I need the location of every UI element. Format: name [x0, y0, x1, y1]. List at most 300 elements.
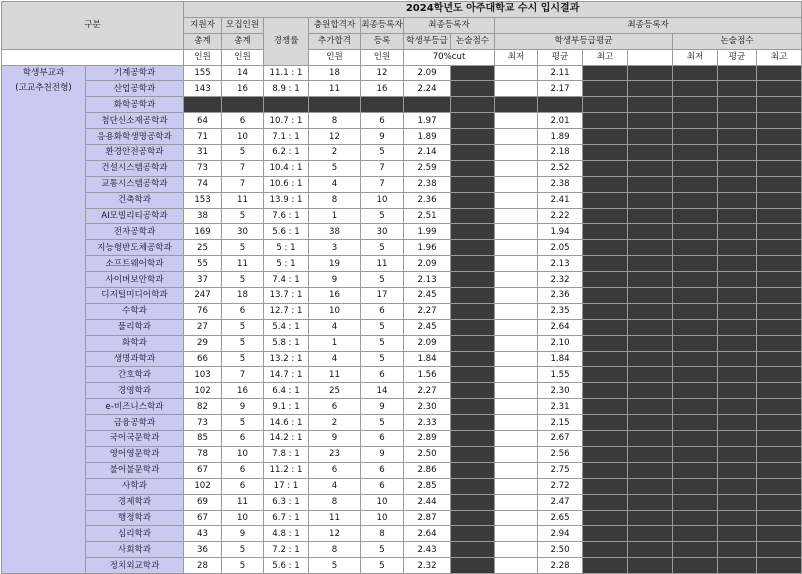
essay-cut-cell: [451, 240, 495, 256]
essay-avg-cell: [718, 288, 757, 304]
grade-max-cell: [583, 558, 628, 574]
grade-avg-cell: 2.67: [538, 431, 583, 447]
quota-cell: 10: [222, 129, 264, 145]
table-row: [2, 319, 802, 335]
quota-cell: 11: [222, 192, 264, 208]
grade-max-cell: [583, 303, 628, 319]
essay-max-cell: [757, 462, 802, 478]
applicants-cell: 71: [184, 129, 222, 145]
grade-max-cell: [583, 431, 628, 447]
total-header-1: 총계: [184, 33, 222, 49]
grade-min-cell: [495, 145, 538, 161]
table-row: [2, 97, 802, 113]
dept-cell: 국어국문학과: [86, 431, 184, 447]
essay-max-cell: [757, 446, 802, 462]
essay-max-cell: [757, 129, 802, 145]
unit-header-1: 인원: [184, 49, 222, 65]
essay-min-cell: [673, 208, 718, 224]
additional-accept-cell: 5: [309, 160, 361, 176]
competition-cell: 10.7 : 1: [264, 113, 309, 129]
quota-cell: 16: [222, 383, 264, 399]
essay-min-cell: [673, 542, 718, 558]
grade-avg-cell: 2.30: [538, 383, 583, 399]
grade-min-cell: [495, 224, 538, 240]
grade-avg-cell: 2.72: [538, 478, 583, 494]
table-row: [2, 65, 802, 81]
table-row: [2, 288, 802, 304]
essay-avg-cell: [718, 192, 757, 208]
grade-min-cell: [495, 319, 538, 335]
essay-min-cell: [673, 319, 718, 335]
essay-cut-cell: [451, 526, 495, 542]
dept-cell: 정치외교학과: [86, 558, 184, 574]
max-header-1: 최고: [583, 49, 628, 65]
grade-min-cell: [495, 208, 538, 224]
additional-accept-cell: 16: [309, 288, 361, 304]
essay-min-cell: [673, 462, 718, 478]
total-header-2: 총계: [222, 33, 264, 49]
applicants-cell: 36: [184, 542, 222, 558]
grade-max-cell: [583, 367, 628, 383]
essay-cut-cell: [451, 383, 495, 399]
grade-cut-cell: 2.30: [404, 399, 451, 415]
dept-cell: 간호학과: [86, 367, 184, 383]
admission-type-label: 학생부교과: [22, 67, 65, 78]
grade-avg-cell: 2.31: [538, 399, 583, 415]
grade-max-cell: [583, 192, 628, 208]
essay-cut-cell: [451, 65, 495, 81]
essay-max-cell: [757, 256, 802, 272]
essay-header: 논술점수: [451, 33, 495, 49]
dept-cell: 사이버보안학과: [86, 272, 184, 288]
additional-accept-cell: 4: [309, 351, 361, 367]
quota-cell: 6: [222, 462, 264, 478]
registered-cell: 5: [361, 272, 404, 288]
essay-avg-cell: [718, 303, 757, 319]
essay-avg-cell: [718, 145, 757, 161]
essay-min-cell: [673, 399, 718, 415]
essay-avg-cell: [718, 431, 757, 447]
applicants-cell: 38: [184, 208, 222, 224]
essay-avg-cell: [718, 113, 757, 129]
essay-avg-cell: [718, 415, 757, 431]
grade-avg-cell: 2.15: [538, 415, 583, 431]
registered-cell: 5: [361, 240, 404, 256]
quota-cell: 16: [222, 81, 264, 97]
grade-cut-cell: 2.38: [404, 176, 451, 192]
additional-accept-cell: 5: [309, 558, 361, 574]
essay-max-cell: [757, 399, 802, 415]
grade-max-cell: [583, 288, 628, 304]
additional-accept-cell: 3: [309, 240, 361, 256]
grade-cut-cell: 2.51: [404, 208, 451, 224]
blank-cell: [628, 383, 673, 399]
blank-cell: [628, 65, 673, 81]
essay-cut-cell: [451, 303, 495, 319]
grade-min-cell: [495, 129, 538, 145]
header-row-1: [2, 2, 802, 18]
essay-avg-cell: [718, 81, 757, 97]
dept-cell: AI모빌리티공학과: [86, 208, 184, 224]
table-row: [2, 240, 802, 256]
quota-cell: 7: [222, 160, 264, 176]
registered-cell: 5: [361, 558, 404, 574]
essay-min-cell: [673, 478, 718, 494]
gubun-spacer: [2, 49, 184, 65]
blank-cell: [628, 160, 673, 176]
grade-max-cell: [583, 542, 628, 558]
quota-cell: 10: [222, 510, 264, 526]
essay-avg-cell: [718, 351, 757, 367]
grade-max-cell: [583, 319, 628, 335]
grade-header: 학생부등급: [404, 33, 451, 49]
essay-max-cell: [757, 113, 802, 129]
table-row: [2, 160, 802, 176]
essay-avg-cell: [718, 399, 757, 415]
grade-cut-cell: 2.64: [404, 526, 451, 542]
essay-min-cell: [673, 335, 718, 351]
competition-cell: 5.6 : 1: [264, 558, 309, 574]
grade-cut-cell: 2.89: [404, 431, 451, 447]
grade-min-cell: [495, 446, 538, 462]
essay-min-cell: [673, 176, 718, 192]
applicants-cell: 78: [184, 446, 222, 462]
essay-cut-cell: [451, 415, 495, 431]
essay-max-cell: [757, 558, 802, 574]
quota-cell: 5: [222, 415, 264, 431]
registered-cell: 5: [361, 319, 404, 335]
grade-cut-cell: 2.13: [404, 272, 451, 288]
grade-avg-cell: 2.75: [538, 462, 583, 478]
empty-cell: [538, 97, 583, 113]
grade-cut-cell: 2.27: [404, 303, 451, 319]
additional-accept-cell: 11: [309, 510, 361, 526]
competition-cell: 10.4 : 1: [264, 160, 309, 176]
quota-cell: 5: [222, 272, 264, 288]
essay-cut-cell: [451, 192, 495, 208]
competition-cell: 7.8 : 1: [264, 446, 309, 462]
table-row: [2, 224, 802, 240]
grade-max-cell: [583, 526, 628, 542]
essay-cut-cell: [451, 129, 495, 145]
additional-accept-cell: 19: [309, 256, 361, 272]
grade-cut-cell: 2.85: [404, 478, 451, 494]
grade-max-cell: [583, 208, 628, 224]
grade-cut-cell: 2.50: [404, 446, 451, 462]
additional-accept-cell: 4: [309, 176, 361, 192]
additional-accept-cell: 11: [309, 367, 361, 383]
grade-min-cell: [495, 303, 538, 319]
competition-cell: 8.9 : 1: [264, 81, 309, 97]
applicants-cell: 102: [184, 478, 222, 494]
quota-cell: 11: [222, 256, 264, 272]
essay-cut-cell: [451, 510, 495, 526]
dept-cell: 디지털미디어학과: [86, 288, 184, 304]
results-body: [2, 65, 802, 574]
grade-min-cell: [495, 415, 538, 431]
quota-cell: 6: [222, 431, 264, 447]
page-title: 2024학년도 아주대학교 수시 입시결과: [184, 2, 802, 18]
essay-max-cell: [757, 208, 802, 224]
essay-cut-cell: [451, 145, 495, 161]
blank-cell: [628, 145, 673, 161]
quota-cell: 7: [222, 176, 264, 192]
grade-cut-cell: 2.09: [404, 335, 451, 351]
grade-cut-cell: 2.24: [404, 81, 451, 97]
competition-cell: 13.9 : 1: [264, 192, 309, 208]
empty-cell: [361, 97, 404, 113]
min-header-2: 최저: [673, 49, 718, 65]
grade-max-cell: [583, 160, 628, 176]
empty-cell: [222, 97, 264, 113]
competition-cell: 7.2 : 1: [264, 542, 309, 558]
grade-cut-cell: 2.27: [404, 383, 451, 399]
grade-max-cell: [583, 335, 628, 351]
additional-accept-cell: 6: [309, 399, 361, 415]
table-row: [2, 256, 802, 272]
registered-cell: 16: [361, 81, 404, 97]
registered-cell: 5: [361, 208, 404, 224]
registered-cell: 10: [361, 510, 404, 526]
grade-avg-cell: 2.56: [538, 446, 583, 462]
applicants-cell: 143: [184, 81, 222, 97]
applicants-cell: 155: [184, 65, 222, 81]
quota-header: 모집인원: [222, 17, 264, 33]
essay-min-cell: [673, 192, 718, 208]
blank-cell: [628, 399, 673, 415]
essay-min-cell: [673, 383, 718, 399]
additional-accept-cell: 12: [309, 526, 361, 542]
grade-avg-cell: 2.52: [538, 160, 583, 176]
grade-max-cell: [583, 81, 628, 97]
registered-cell: 7: [361, 176, 404, 192]
registered-cell: 6: [361, 303, 404, 319]
blank-cell: [628, 510, 673, 526]
blank-cell: [628, 224, 673, 240]
applicants-cell: 37: [184, 272, 222, 288]
essay-min-cell: [673, 272, 718, 288]
cut-header: 70%cut: [404, 49, 495, 65]
essay-avg-cell: [718, 256, 757, 272]
essay-cut-cell: [451, 335, 495, 351]
blank-cell: [628, 415, 673, 431]
grade-min-cell: [495, 383, 538, 399]
essay-avg-cell: [718, 446, 757, 462]
essay-cut-cell: [451, 478, 495, 494]
avg-header-2: 평균: [718, 49, 757, 65]
applicants-cell: 102: [184, 383, 222, 399]
blank-cell: [628, 319, 673, 335]
competition-cell: 10.6 : 1: [264, 176, 309, 192]
essay-avg-cell: [718, 462, 757, 478]
empty-cell: [757, 97, 802, 113]
dept-cell: 소프트웨어학과: [86, 256, 184, 272]
blank-cell: [628, 288, 673, 304]
quota-cell: 10: [222, 446, 264, 462]
grade-cut-cell: 2.45: [404, 319, 451, 335]
additional-accept-cell: 1: [309, 208, 361, 224]
admission-type-cell: [2, 65, 86, 574]
additional-accept-header: 충원합격자: [309, 17, 361, 33]
competition-cell: 12.7 : 1: [264, 303, 309, 319]
blank-cell: [628, 256, 673, 272]
grade-avg-cell: 2.38: [538, 176, 583, 192]
quota-cell: 5: [222, 240, 264, 256]
registered-cell: 30: [361, 224, 404, 240]
essay-min-cell: [673, 494, 718, 510]
dept-cell: 건축학과: [86, 192, 184, 208]
additional-accept-cell: 10: [309, 303, 361, 319]
registered-cell: 9: [361, 129, 404, 145]
grade-avg-cell: 1.84: [538, 351, 583, 367]
blank-cell: [628, 431, 673, 447]
essay-max-cell: [757, 240, 802, 256]
registered-cell: 7: [361, 160, 404, 176]
dept-cell: 교통시스템공학과: [86, 176, 184, 192]
applicants-cell: 67: [184, 462, 222, 478]
essay-min-cell: [673, 351, 718, 367]
essay-cut-cell: [451, 351, 495, 367]
essay-min-cell: [673, 303, 718, 319]
grade-min-cell: [495, 399, 538, 415]
additional-accept-cell: 6: [309, 462, 361, 478]
essay-avg-cell: [718, 160, 757, 176]
competition-cell: 6.7 : 1: [264, 510, 309, 526]
additional-accept-cell: 2: [309, 415, 361, 431]
essay-max-cell: [757, 494, 802, 510]
blank-cell: [628, 478, 673, 494]
applicants-cell: 69: [184, 494, 222, 510]
grade-min-cell: [495, 494, 538, 510]
essay-score-header: 논술점수: [673, 33, 802, 49]
applicants-cell: 25: [184, 240, 222, 256]
grade-min-cell: [495, 542, 538, 558]
table-row: [2, 510, 802, 526]
grade-min-cell: [495, 462, 538, 478]
grade-min-cell: [495, 81, 538, 97]
grade-min-cell: [495, 176, 538, 192]
additional-accept-cell: 1: [309, 335, 361, 351]
essay-min-cell: [673, 367, 718, 383]
competition-header: 경쟁률: [264, 17, 309, 65]
blank-cell: [628, 208, 673, 224]
grade-avg-cell: 2.32: [538, 272, 583, 288]
grade-min-cell: [495, 367, 538, 383]
table-row: [2, 272, 802, 288]
grade-max-cell: [583, 415, 628, 431]
grade-cut-cell: 2.09: [404, 65, 451, 81]
additional-accept-cell: 8: [309, 192, 361, 208]
dept-cell: 행정학과: [86, 510, 184, 526]
blank-cell: [628, 526, 673, 542]
blank-cell: [628, 240, 673, 256]
grade-min-cell: [495, 335, 538, 351]
essay-max-cell: [757, 335, 802, 351]
essay-cut-cell: [451, 399, 495, 415]
applicants-cell: 74: [184, 176, 222, 192]
grade-cut-cell: 2.87: [404, 510, 451, 526]
additional-accept-cell: 9: [309, 431, 361, 447]
registered-cell: 6: [361, 113, 404, 129]
grade-avg-cell: 2.47: [538, 494, 583, 510]
table-row: [2, 431, 802, 447]
grade-cut-cell: 1.56: [404, 367, 451, 383]
essay-min-cell: [673, 224, 718, 240]
grade-avg-cell: 2.11: [538, 65, 583, 81]
empty-cell: [673, 97, 718, 113]
competition-cell: 6.2 : 1: [264, 145, 309, 161]
applicants-cell: 247: [184, 288, 222, 304]
registered-cell: 5: [361, 415, 404, 431]
table-row: [2, 176, 802, 192]
essay-avg-cell: [718, 558, 757, 574]
grade-max-cell: [583, 129, 628, 145]
essay-min-cell: [673, 431, 718, 447]
essay-max-cell: [757, 319, 802, 335]
applicants-header: 지원자: [184, 17, 222, 33]
dept-cell: 심리학과: [86, 526, 184, 542]
dept-cell: 화학공학과: [86, 97, 184, 113]
essay-max-cell: [757, 526, 802, 542]
empty-cell: [495, 97, 538, 113]
grade-min-cell: [495, 256, 538, 272]
grade-min-cell: [495, 288, 538, 304]
grade-max-cell: [583, 494, 628, 510]
dept-cell: 물리학과: [86, 319, 184, 335]
unit-header-3: 인원: [309, 49, 361, 65]
table-row: [2, 494, 802, 510]
table-row: [2, 113, 802, 129]
registered-cell: 5: [361, 145, 404, 161]
essay-avg-cell: [718, 272, 757, 288]
essay-min-cell: [673, 510, 718, 526]
blank-cell: [628, 272, 673, 288]
additional-accept-cell: 2: [309, 145, 361, 161]
competition-cell: 5.8 : 1: [264, 335, 309, 351]
essay-min-cell: [673, 558, 718, 574]
applicants-cell: 31: [184, 145, 222, 161]
registered-cell: 9: [361, 446, 404, 462]
quota-cell: 5: [222, 335, 264, 351]
grade-avg-cell: 2.22: [538, 208, 583, 224]
grade-avg-cell: 2.17: [538, 81, 583, 97]
dept-cell: 경제학과: [86, 494, 184, 510]
essay-avg-cell: [718, 383, 757, 399]
grade-max-cell: [583, 446, 628, 462]
grade-cut-cell: 2.43: [404, 542, 451, 558]
applicants-cell: 43: [184, 526, 222, 542]
avg-header-1: 평균: [538, 49, 583, 65]
registered-cell: 17: [361, 288, 404, 304]
grade-min-cell: [495, 113, 538, 129]
blank-cell: [628, 113, 673, 129]
essay-avg-cell: [718, 240, 757, 256]
essay-min-cell: [673, 240, 718, 256]
final-reg-header: 최종등록자: [361, 17, 404, 33]
table-row: [2, 129, 802, 145]
quota-cell: 5: [222, 319, 264, 335]
additional-accept-cell: 4: [309, 478, 361, 494]
essay-cut-cell: [451, 288, 495, 304]
essay-cut-cell: [451, 462, 495, 478]
essay-max-cell: [757, 176, 802, 192]
essay-min-cell: [673, 415, 718, 431]
essay-cut-cell: [451, 542, 495, 558]
essay-avg-cell: [718, 208, 757, 224]
grade-cut-cell: 2.32: [404, 558, 451, 574]
essay-min-cell: [673, 113, 718, 129]
dept-cell: 기계공학과: [86, 65, 184, 81]
